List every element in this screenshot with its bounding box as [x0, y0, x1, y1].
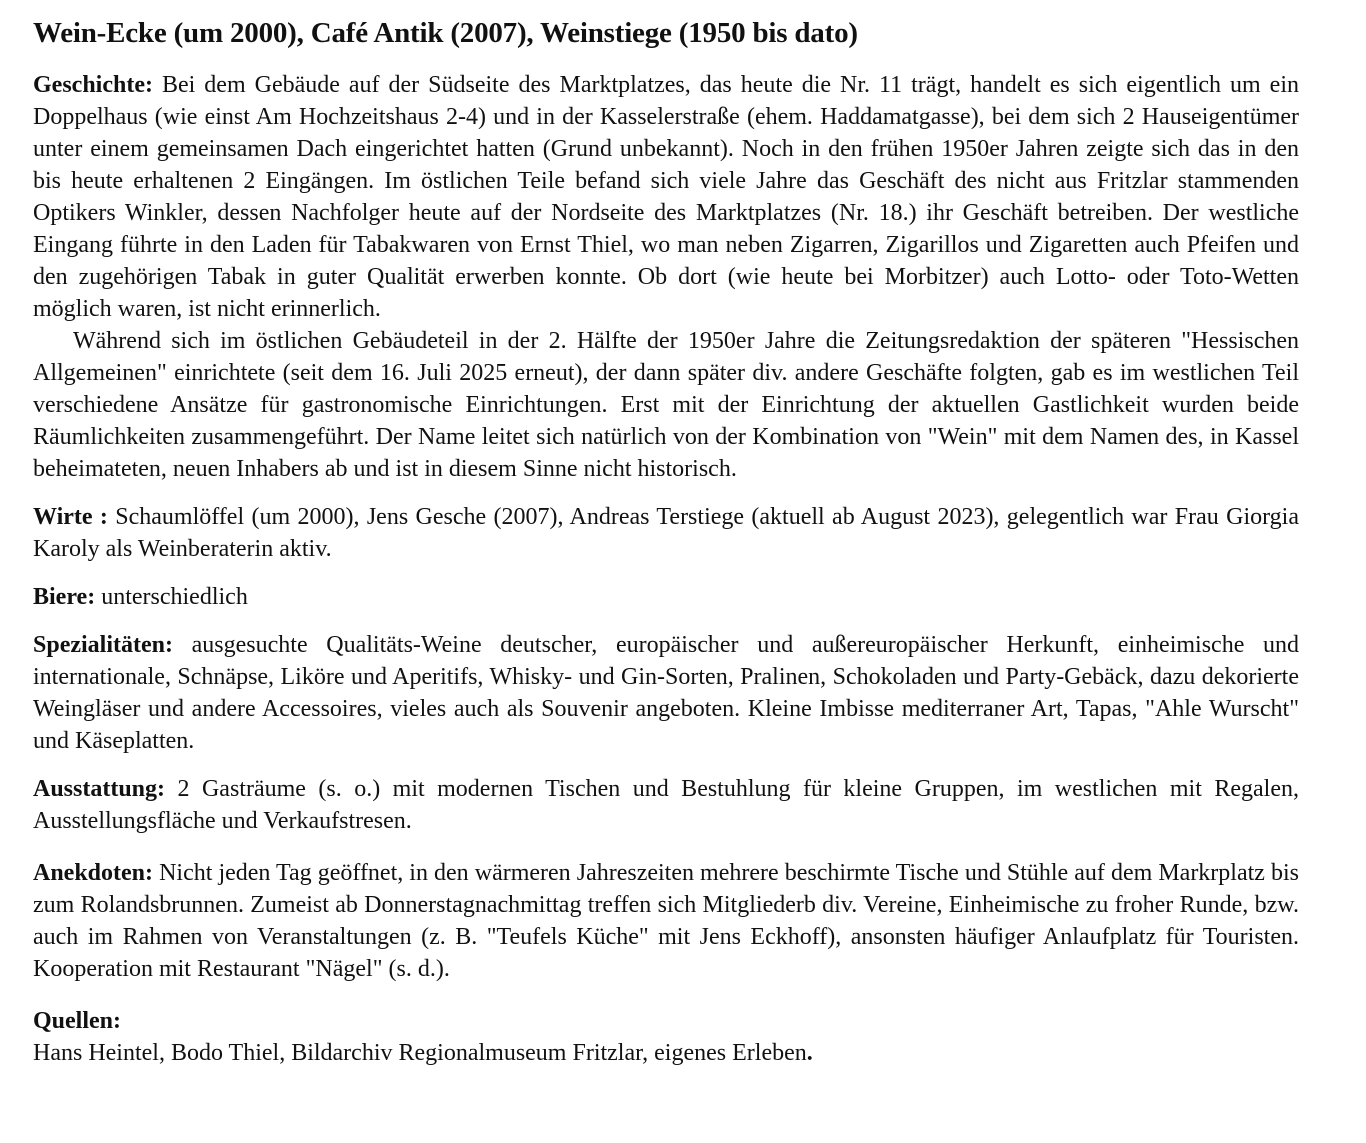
page-title: Wein-Ecke (um 2000), Café Antik (2007), Weinstiege (1950 bis dato): [33, 17, 858, 49]
section-text-biere: unterschiedlich: [101, 584, 248, 610]
section-wirte: [33, 501, 1299, 565]
section-spezialitaeten: [33, 629, 1299, 757]
section-text-spezialitaeten: ausgesuchte Qualitäts-Weine deutscher, europäischer und außereuropäischer Herkunft, einheimische und internationale, Schnäpse, Liköre und Aperitifs, Whisky- und Gin-Sorten, Pralinen, Schokoladen und Party-Gebäck, dazu dekorierte Weingläser und andere Accessoires, vieles auch als Souvenir angeboten. Kleine Imbisse mediterraner Art, Tapas, "Ahle Wurscht" und Käseplatten.: [33, 632, 1300, 754]
section-text-ausstattung: 2 Gasträume (s. o.) mit modernen Tischen und Bestuhlung für kleine Gruppen, im westlichen mit Regalen, Ausstellungsfläche und Verkaufstresen.: [33, 776, 1299, 834]
section-label-quellen: Quellen:: [33, 1008, 121, 1034]
section-text-anekdoten: Nicht jeden Tag geöffnet, in den wärmeren Jahreszeiten mehrere beschirmte Tische und Stühle auf dem Markrplatz bis zum Rolandsbrunnen. Zumeist ab Donnerstagnachmittag treffen sich Mitgliederb div. Vereine, Einheimische zu froher Runde, bzw. auch im Rahmen von Veranstaltungen (z. B. "Teufels Küche" mit Jens Eckhoff), ansonsten häufiger Anlaufplatz für Touristen. Kooperation mit Restaurant "Nägel" (s. d.).: [33, 860, 1300, 982]
section-geschichte-continued: Während sich im östlichen Gebäudeteil in der 2. Hälfte der 1950er Jahre die Zeitungsredaktion der späteren "Hessischen Allgemeinen" einrichtete (seit dem 16. Juli 2025 erneut), der dann später div. andere Geschäfte folgten, gab es im westlichen Teil verschiedene Ansätze für gastronomische Einrichtungen. Erst mit der Einrichtung der aktuellen Gastlichkeit wurden beide Räumlichkeiten zusammengeführt. Der Name leitet sich natürlich von der Kombination von "Wein" mit dem Namen des, in Kassel beheimateten, neuen Inhabers ab und ist in diesem Sinne nicht historisch.: [33, 328, 1299, 482]
section-ausstattung: [33, 773, 1299, 837]
section-geschichte: [33, 69, 1299, 325]
section-quellen: [33, 1005, 1299, 1069]
section-text-geschichte: Bei dem Gebäude auf der Südseite des Marktplatzes, das heute die Nr. 11 trägt, handelt es sich eigentlich um ein Doppelhaus (wie einst Am Hochzeitshaus 2-4) und in der Kasselerstraße (ehem. Haddamatgasse), bei dem sich 2 Hauseigentümer unter einem gemeinsamen Dach eingerichtet hatten (Grund unbekannt). Noch in den frühen 1950er Jahren zeigte sich das in den bis heute erhaltenen 2 Eingängen. Im östlichen Teile befand sich viele Jahre das Geschäft des nicht aus Fritzlar stammenden Optikers Winkler, dessen Nachfolger heute auf der Nordseite des Marktplatzes (Nr. 18.) ihr Geschäft betreiben. Der westliche Eingang führte in den Laden für Tabakwaren von Ernst Thiel, wo man neben Zigarren, Zigarillos und Zigaretten auch Pfeifen und den zugehörigen Tabak in guter Qualität erwerben konnte. Ob dort (wie heute bei Morbitzer) auch Lotto- oder Toto-Wetten möglich waren, ist nicht erinnerlich.: [33, 72, 1299, 322]
section-label-ausstattung: Ausstattung:: [33, 776, 166, 802]
section-label-anekdoten: Anekdoten:: [33, 860, 154, 886]
section-label-wirte: Wirte :: [33, 504, 108, 530]
section-text-wirte: Schaumlöffel (um 2000), Jens Gesche (2007), Andreas Terstiege (aktuell ab August 2023), gelegentlich war Frau Giorgia Karoly als Weinberaterin aktiv.: [33, 504, 1299, 562]
document-page: [33, 14, 1299, 1069]
section-anekdoten: [33, 857, 1299, 985]
section-label-spezialitaeten: Spezialitäten:: [33, 632, 173, 658]
section-label-geschichte: Geschichte:: [33, 72, 153, 98]
section-label-biere: Biere:: [33, 584, 96, 610]
section-biere: [33, 581, 1299, 613]
section-text-quellen: Hans Heintel, Bodo Thiel, Bildarchiv Regionalmuseum Fritzlar, eigenes Erleben: [33, 1040, 807, 1066]
section-end-quellen: .: [806, 1040, 813, 1066]
